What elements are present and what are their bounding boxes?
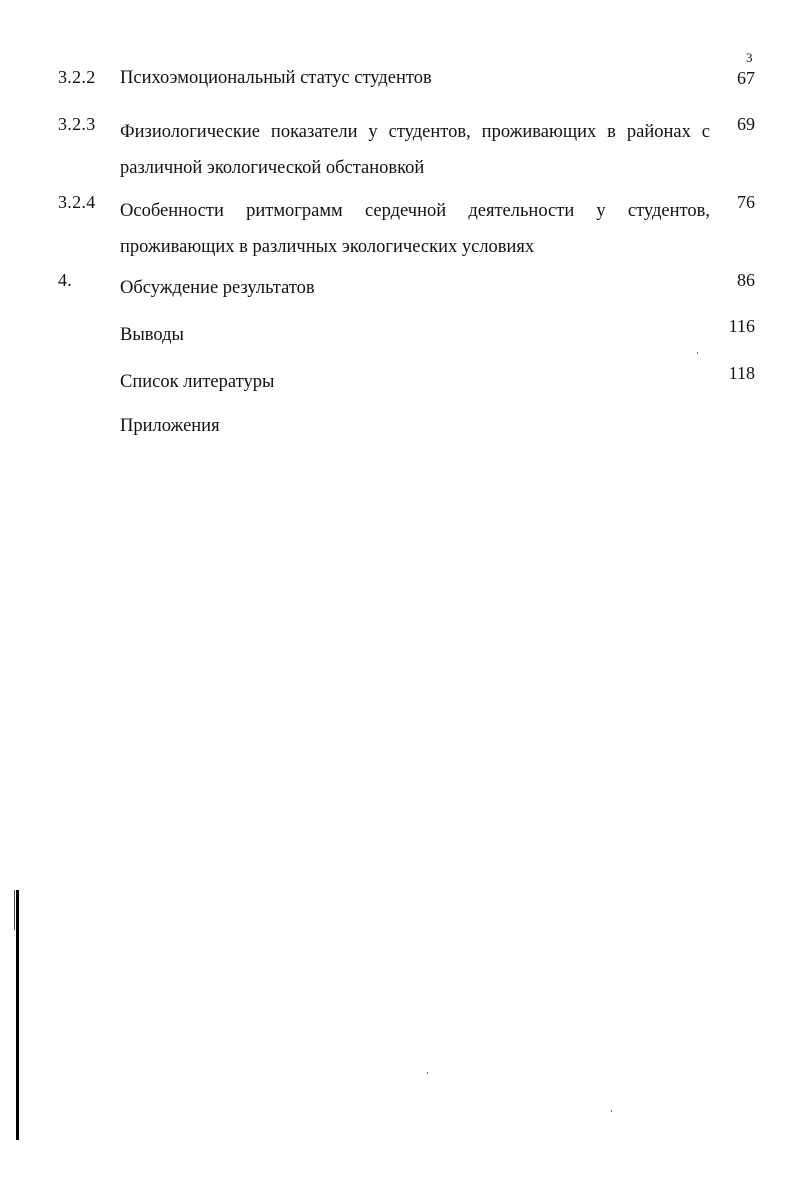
toc-entry-number: 3.2.3 (58, 114, 96, 134)
scan-speck (697, 352, 698, 354)
toc-entry-number: 4. (58, 270, 73, 290)
toc-entry-title: Выводы (120, 325, 184, 345)
toc-entry-title: Особенности ритмограмм сердечной деятельности у студентов, проживающих в различных экологических условиях (120, 201, 710, 257)
scan-speck (427, 1072, 428, 1074)
toc-entry-title: Список литературы (120, 372, 275, 392)
toc-entry-page: 118 (728, 363, 755, 383)
toc-entry-page: 116 (728, 316, 755, 336)
toc-entry-title: Обсуждение результатов (120, 278, 315, 298)
toc-entry-page: 76 (737, 192, 755, 212)
page-number: 3 (746, 50, 753, 65)
toc-entry-title: Физиологические показатели у студентов, проживающих в районах с различной экологической обстановкой (120, 122, 710, 178)
scan-speck (611, 1110, 612, 1112)
toc-entry-page: 69 (737, 114, 755, 134)
toc-entry-page: 67 (737, 68, 755, 88)
toc-entry-title: Приложения (120, 416, 220, 436)
toc-entry-number: 3.2.4 (58, 192, 96, 212)
scan-edge-mark-thin (14, 890, 15, 930)
toc-entry-number: 3.2.2 (58, 67, 96, 87)
scan-edge-mark (16, 890, 19, 1140)
toc-entry-page: 86 (737, 270, 755, 290)
toc-entry-title: Психоэмоциональный статус студентов (120, 68, 432, 88)
